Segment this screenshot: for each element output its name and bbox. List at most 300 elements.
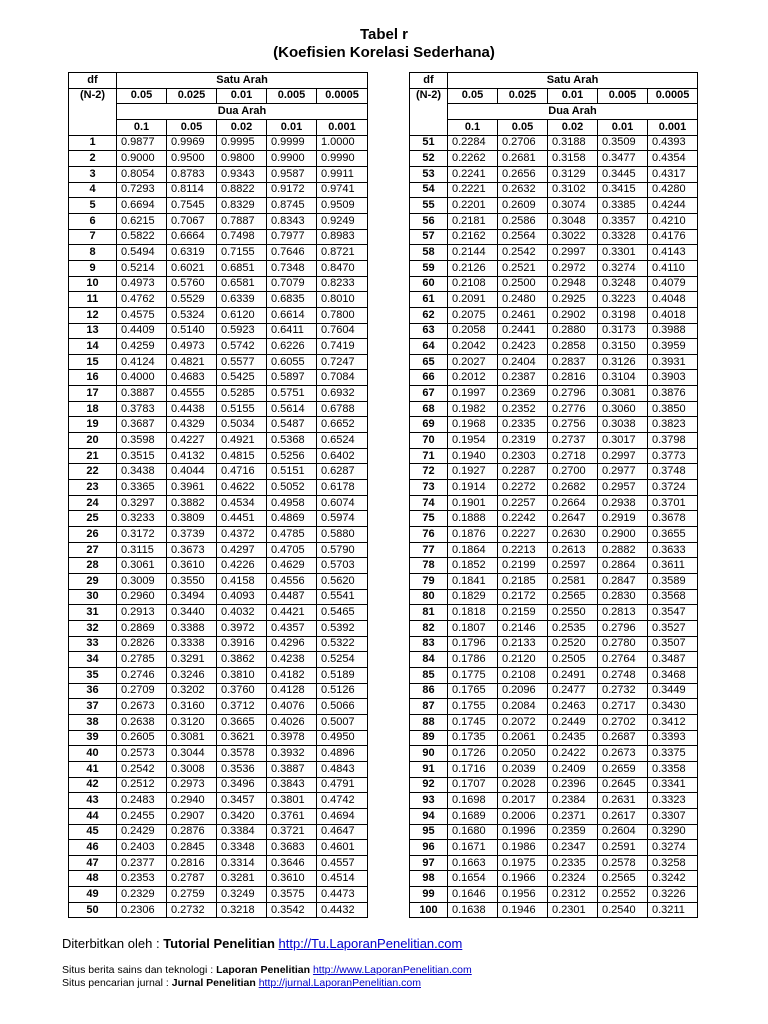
r-value-cell: 0.2664 (548, 495, 598, 511)
df-cell: 46 (69, 840, 117, 856)
table-row (410, 166, 698, 182)
r-value-cell: 0.3932 (267, 746, 317, 762)
df-cell: 15 (69, 354, 117, 370)
r-value-cell: 0.1986 (498, 840, 548, 856)
df-cell: 44 (69, 808, 117, 824)
r-value-cell: 0.4259 (117, 339, 167, 355)
r-value-cell: 0.2241 (448, 166, 498, 182)
r-value-cell: 0.3274 (648, 840, 698, 856)
r-table-left (68, 72, 368, 918)
r-value-cell: 0.2435 (548, 730, 598, 746)
r-value-cell: 0.3438 (117, 464, 167, 480)
r-value-cell: 0.4921 (217, 433, 267, 449)
r-value-cell: 0.4372 (217, 527, 267, 543)
table-row (410, 887, 698, 903)
r-value-cell: 0.2638 (117, 714, 167, 730)
footer-journal-link[interactable]: http://jurnal.LaporanPenelitian.com (258, 977, 421, 989)
df-cell: 9 (69, 260, 117, 276)
df-cell: 67 (410, 386, 448, 402)
r-value-cell: 0.9877 (117, 135, 167, 151)
df-cell: 36 (69, 683, 117, 699)
df-cell: 1 (69, 135, 117, 151)
r-value-cell: 0.2084 (498, 699, 548, 715)
table-row (410, 511, 698, 527)
df-cell: 47 (69, 855, 117, 871)
r-value-cell: 0.3761 (267, 808, 317, 824)
r-value-cell: 0.3375 (648, 746, 698, 762)
r-value-cell: 0.3038 (598, 417, 648, 433)
r-value-cell: 0.3507 (648, 636, 698, 652)
table-row (69, 605, 368, 621)
r-value-cell: 0.3862 (217, 652, 267, 668)
r-value-cell: 0.7067 (167, 213, 217, 229)
r-value-cell: 0.8983 (317, 229, 368, 245)
r-value-cell: 0.2404 (498, 354, 548, 370)
table-row (69, 683, 368, 699)
r-value-cell: 0.2483 (117, 793, 167, 809)
r-value-cell: 0.2960 (117, 589, 167, 605)
table-row (69, 354, 368, 370)
r-value-cell: 0.2609 (498, 198, 548, 214)
r-value-cell: 0.3550 (167, 574, 217, 590)
r-value-cell: 0.1796 (448, 636, 498, 652)
r-value-cell: 0.3575 (267, 887, 317, 903)
r-value-cell: 0.7348 (267, 260, 317, 276)
table-row (69, 871, 368, 887)
table-row (410, 182, 698, 198)
r-value-cell: 0.2441 (498, 323, 548, 339)
df-cell: 59 (410, 260, 448, 276)
r-value-cell: 0.2409 (548, 761, 598, 777)
r-value-cell: 0.3328 (598, 229, 648, 245)
r-value-cell: 0.2709 (117, 683, 167, 699)
r-value-cell: 0.3314 (217, 855, 267, 871)
r-value-cell: 0.5126 (317, 683, 368, 699)
r-value-cell: 0.3568 (648, 589, 698, 605)
r-value-cell: 0.3009 (117, 574, 167, 590)
n2-header: (N-2) (69, 88, 117, 135)
r-value-cell: 0.3223 (598, 292, 648, 308)
r-value-cell: 0.2948 (548, 276, 598, 292)
r-value-cell: 0.3876 (648, 386, 698, 402)
df-cell: 19 (69, 417, 117, 433)
r-value-cell: 0.2072 (498, 714, 548, 730)
df-cell: 64 (410, 339, 448, 355)
df-cell: 17 (69, 386, 117, 402)
r-value-cell: 0.4110 (648, 260, 698, 276)
r-value-cell: 0.3126 (598, 354, 648, 370)
r-value-cell: 0.3843 (267, 777, 317, 793)
table-row (69, 527, 368, 543)
r-value-cell: 0.3412 (648, 714, 698, 730)
table-row (69, 636, 368, 652)
r-value-cell: 0.2977 (598, 464, 648, 480)
r-value-cell: 0.3341 (648, 777, 698, 793)
r-value-cell: 0.4128 (267, 683, 317, 699)
r-value-cell: 0.1954 (448, 433, 498, 449)
r-value-cell: 0.3044 (167, 746, 217, 762)
table-row (410, 433, 698, 449)
r-value-cell: 0.2329 (117, 887, 167, 903)
r-value-cell: 0.5155 (217, 401, 267, 417)
r-value-cell: 0.3415 (598, 182, 648, 198)
r-value-cell: 0.5425 (217, 370, 267, 386)
r-value-cell: 0.3610 (267, 871, 317, 887)
r-value-cell: 0.2581 (548, 574, 598, 590)
table-row (410, 558, 698, 574)
table-row (69, 213, 368, 229)
r-value-cell: 0.2940 (167, 793, 217, 809)
r-value-cell: 0.4896 (317, 746, 368, 762)
r-value-cell: 0.2902 (548, 307, 598, 323)
r-value-cell: 0.2776 (548, 401, 598, 417)
r-value-cell: 0.6614 (267, 307, 317, 323)
r-value-cell: 0.4329 (167, 417, 217, 433)
footer-journal-name: Jurnal Penelitian (171, 977, 256, 989)
r-value-cell: 0.2352 (498, 401, 548, 417)
r-value-cell: 0.2737 (548, 433, 598, 449)
r-value-cell: 0.5822 (117, 229, 167, 245)
r-value-cell: 0.4018 (648, 307, 698, 323)
r-value-cell: 0.8233 (317, 276, 368, 292)
r-value-cell: 0.9900 (267, 151, 317, 167)
table-row (69, 464, 368, 480)
r-value-cell: 0.2181 (448, 213, 498, 229)
r-value-cell: 0.3823 (648, 417, 698, 433)
one-tail-header: 0.05 (448, 88, 498, 104)
r-value-cell: 0.2913 (117, 605, 167, 621)
r-value-cell: 0.4973 (167, 339, 217, 355)
r-value-cell: 0.2604 (598, 824, 648, 840)
footer-publisher-name: Tutorial Penelitian (163, 936, 275, 951)
r-value-cell: 0.3978 (267, 730, 317, 746)
df-cell: 26 (69, 527, 117, 543)
df-cell: 87 (410, 699, 448, 715)
r-value-cell: 0.6694 (117, 198, 167, 214)
r-value-cell: 0.6411 (267, 323, 317, 339)
one-tail-header: 0.005 (598, 88, 648, 104)
r-value-cell: 0.9999 (267, 135, 317, 151)
r-value-cell: 0.3449 (648, 683, 698, 699)
r-value-cell: 0.2919 (598, 511, 648, 527)
r-value-cell: 0.4421 (267, 605, 317, 621)
one-tail-header: 0.0005 (648, 88, 698, 104)
r-value-cell: 0.7079 (267, 276, 317, 292)
r-value-cell: 0.1852 (448, 558, 498, 574)
footer-news-link[interactable]: http://www.LaporanPenelitian.com (312, 964, 472, 976)
r-value-cell: 0.6581 (217, 276, 267, 292)
r-value-cell: 0.2552 (598, 887, 648, 903)
r-value-cell: 0.3509 (598, 135, 648, 151)
r-value-cell: 0.8745 (267, 198, 317, 214)
r-value-cell: 0.2172 (498, 589, 548, 605)
r-value-cell: 0.9500 (167, 151, 217, 167)
table-row (69, 902, 368, 918)
table-row (69, 433, 368, 449)
r-value-cell: 0.2512 (117, 777, 167, 793)
r-value-cell: 0.2764 (598, 652, 648, 668)
r-value-cell: 0.2423 (498, 339, 548, 355)
r-value-cell: 0.9587 (267, 166, 317, 182)
r-value-cell: 0.7800 (317, 307, 368, 323)
r-value-cell: 0.3172 (117, 527, 167, 543)
table-row (69, 855, 368, 871)
table-row (410, 229, 698, 245)
r-value-cell: 0.3724 (648, 480, 698, 496)
table-row (69, 574, 368, 590)
footer-publisher-link[interactable]: http://Tu.LaporanPenelitian.com (278, 936, 463, 951)
r-value-cell: 0.4297 (217, 542, 267, 558)
r-value-cell: 0.3074 (548, 198, 598, 214)
table-row (69, 746, 368, 762)
r-value-cell: 0.2759 (167, 887, 217, 903)
r-value-cell: 0.3961 (167, 480, 217, 496)
r-value-cell: 0.5541 (317, 589, 368, 605)
r-value-cell: 0.3129 (548, 166, 598, 182)
r-value-cell: 0.2586 (498, 213, 548, 229)
table-row (69, 589, 368, 605)
table-row (410, 620, 698, 636)
table-row (69, 808, 368, 824)
r-value-cell: 0.3542 (267, 902, 317, 918)
r-value-cell: 0.3420 (217, 808, 267, 824)
table-row (69, 620, 368, 636)
df-cell: 86 (410, 683, 448, 699)
df-cell: 49 (69, 887, 117, 903)
table-row (410, 401, 698, 417)
r-value-cell: 0.4143 (648, 245, 698, 261)
r-value-cell: 0.2573 (117, 746, 167, 762)
r-value-cell: 0.5742 (217, 339, 267, 355)
r-value-cell: 0.6524 (317, 433, 368, 449)
r-value-cell: 0.4762 (117, 292, 167, 308)
r-value-cell: 0.5034 (217, 417, 267, 433)
r-value-cell: 0.4226 (217, 558, 267, 574)
r-value-cell: 0.5703 (317, 558, 368, 574)
table-row (410, 808, 698, 824)
df-cell: 7 (69, 229, 117, 245)
df-cell: 2 (69, 151, 117, 167)
df-cell: 14 (69, 339, 117, 355)
r-value-cell: 0.4409 (117, 323, 167, 339)
r-value-cell: 0.2012 (448, 370, 498, 386)
r-value-cell: 0.2384 (548, 793, 598, 809)
r-value-cell: 0.3988 (648, 323, 698, 339)
r-value-cell: 0.4438 (167, 401, 217, 417)
r-value-cell: 0.5256 (267, 448, 317, 464)
r-value-cell: 0.9343 (217, 166, 267, 182)
r-value-cell: 0.9000 (117, 151, 167, 167)
dua-arah-header: Dua Arah (117, 104, 368, 120)
df-cell: 55 (410, 198, 448, 214)
r-value-cell: 0.5487 (267, 417, 317, 433)
r-value-cell: 0.2319 (498, 433, 548, 449)
r-value-cell: 0.5494 (117, 245, 167, 261)
table-row (69, 260, 368, 276)
r-value-cell: 0.2042 (448, 339, 498, 355)
r-value-cell: 0.3365 (117, 480, 167, 496)
table-row (410, 667, 698, 683)
r-value-cell: 0.2830 (598, 589, 648, 605)
r-value-cell: 0.2826 (117, 636, 167, 652)
table-row (69, 182, 368, 198)
r-value-cell: 0.4694 (317, 808, 368, 824)
r-value-cell: 0.3081 (167, 730, 217, 746)
r-value-cell: 0.8010 (317, 292, 368, 308)
r-value-cell: 0.2028 (498, 777, 548, 793)
r-value-cell: 0.2796 (548, 386, 598, 402)
r-value-cell: 0.1968 (448, 417, 498, 433)
r-value-cell: 0.2303 (498, 448, 548, 464)
r-value-cell: 0.2091 (448, 292, 498, 308)
r-value-cell: 0.3061 (117, 558, 167, 574)
r-value-cell: 0.2126 (448, 260, 498, 276)
r-value-cell: 0.6021 (167, 260, 217, 276)
df-cell: 5 (69, 198, 117, 214)
r-value-cell: 0.8822 (217, 182, 267, 198)
table-row (410, 292, 698, 308)
one-tail-header: 0.05 (117, 88, 167, 104)
r-value-cell: 0.2377 (117, 855, 167, 871)
r-value-cell: 0.2938 (598, 495, 648, 511)
r-value-cell: 0.5760 (167, 276, 217, 292)
table-row (410, 213, 698, 229)
r-value-cell: 0.4280 (648, 182, 698, 198)
r-value-cell: 0.4158 (217, 574, 267, 590)
r-value-cell: 0.6319 (167, 245, 217, 261)
r-value-cell: 0.4296 (267, 636, 317, 652)
r-value-cell: 0.7293 (117, 182, 167, 198)
r-value-cell: 0.2257 (498, 495, 548, 511)
r-value-cell: 0.4601 (317, 840, 368, 856)
r-value-cell: 0.1698 (448, 793, 498, 809)
table-row (69, 887, 368, 903)
r-value-cell: 0.7419 (317, 339, 368, 355)
table-row (69, 386, 368, 402)
r-value-cell: 0.2605 (117, 730, 167, 746)
df-cell: 92 (410, 777, 448, 793)
df-cell: 57 (410, 229, 448, 245)
df-cell: 66 (410, 370, 448, 386)
r-value-cell: 0.3301 (598, 245, 648, 261)
r-value-cell: 0.3931 (648, 354, 698, 370)
r-value-cell: 0.2645 (598, 777, 648, 793)
r-value-cell: 0.2591 (598, 840, 648, 856)
r-value-cell: 0.5324 (167, 307, 217, 323)
r-value-cell: 0.3798 (648, 433, 698, 449)
footer-journal-site (62, 977, 421, 990)
r-value-cell: 0.3773 (648, 448, 698, 464)
r-value-cell: 0.7247 (317, 354, 368, 370)
r-value-cell: 0.2847 (598, 574, 648, 590)
two-tail-header: 0.01 (267, 119, 317, 135)
r-value-cell: 0.2632 (498, 182, 548, 198)
footer-publisher (62, 935, 462, 952)
r-value-cell: 0.1818 (448, 605, 498, 621)
table-row (69, 667, 368, 683)
r-value-cell: 0.2876 (167, 824, 217, 840)
r-value-cell: 0.4575 (117, 307, 167, 323)
r-value-cell: 0.7155 (217, 245, 267, 261)
r-value-cell: 0.3887 (117, 386, 167, 402)
r-value-cell: 0.6652 (317, 417, 368, 433)
r-value-cell: 0.1735 (448, 730, 498, 746)
r-value-cell: 0.4742 (317, 793, 368, 809)
table-row (69, 480, 368, 496)
page-title: Tabel r (359, 26, 409, 43)
df-cell: 96 (410, 840, 448, 856)
r-value-cell: 0.3274 (598, 260, 648, 276)
table-row (410, 323, 698, 339)
r-value-cell: 0.2221 (448, 182, 498, 198)
r-value-cell: 0.3445 (598, 166, 648, 182)
r-value-cell: 0.2673 (598, 746, 648, 762)
table-row (410, 589, 698, 605)
r-value-cell: 0.2371 (548, 808, 598, 824)
table-row (69, 558, 368, 574)
r-value-cell: 0.2520 (548, 636, 598, 652)
r-value-cell: 0.3281 (217, 871, 267, 887)
two-tail-header: 0.05 (167, 119, 217, 135)
r-value-cell: 0.2108 (498, 667, 548, 683)
r-value-cell: 0.1726 (448, 746, 498, 762)
r-value-cell: 0.3496 (217, 777, 267, 793)
table-row (69, 714, 368, 730)
df-cell: 75 (410, 511, 448, 527)
r-value-cell: 0.2748 (598, 667, 648, 683)
footer-news-site (62, 964, 472, 977)
r-value-cell: 0.2780 (598, 636, 648, 652)
r-value-cell: 0.2880 (548, 323, 598, 339)
r-value-cell: 0.2746 (117, 667, 167, 683)
r-value-cell: 0.4032 (217, 605, 267, 621)
r-value-cell: 0.2144 (448, 245, 498, 261)
r-value-cell: 0.3338 (167, 636, 217, 652)
df-cell: 43 (69, 793, 117, 809)
table-row (410, 683, 698, 699)
r-value-cell: 0.1901 (448, 495, 498, 511)
r-value-cell: 0.5285 (217, 386, 267, 402)
r-value-cell: 0.1755 (448, 699, 498, 715)
r-value-cell: 0.5897 (267, 370, 317, 386)
r-value-cell: 0.4244 (648, 198, 698, 214)
r-value-cell: 0.3687 (117, 417, 167, 433)
r-value-cell: 1.0000 (317, 135, 368, 151)
r-value-cell: 0.2597 (548, 558, 598, 574)
r-value-cell: 0.4182 (267, 667, 317, 683)
r-value-cell: 0.2565 (598, 871, 648, 887)
r-value-cell: 0.2120 (498, 652, 548, 668)
r-value-cell: 0.4716 (217, 464, 267, 480)
r-value-cell: 0.2201 (448, 198, 498, 214)
r-value-cell: 0.1956 (498, 887, 548, 903)
r-value-cell: 0.7084 (317, 370, 368, 386)
r-value-cell: 0.3430 (648, 699, 698, 715)
r-value-cell: 0.5066 (317, 699, 368, 715)
r-value-cell: 0.2500 (498, 276, 548, 292)
df-cell: 12 (69, 307, 117, 323)
r-value-cell: 0.8054 (117, 166, 167, 182)
df-cell: 89 (410, 730, 448, 746)
r-value-cell: 0.3160 (167, 699, 217, 715)
r-value-cell: 0.2613 (548, 542, 598, 558)
r-value-cell: 0.2480 (498, 292, 548, 308)
r-value-cell: 0.3959 (648, 339, 698, 355)
r-value-cell: 0.3188 (548, 135, 598, 151)
r-value-cell: 0.3388 (167, 620, 217, 636)
df-cell: 41 (69, 761, 117, 777)
r-value-cell: 0.2027 (448, 354, 498, 370)
